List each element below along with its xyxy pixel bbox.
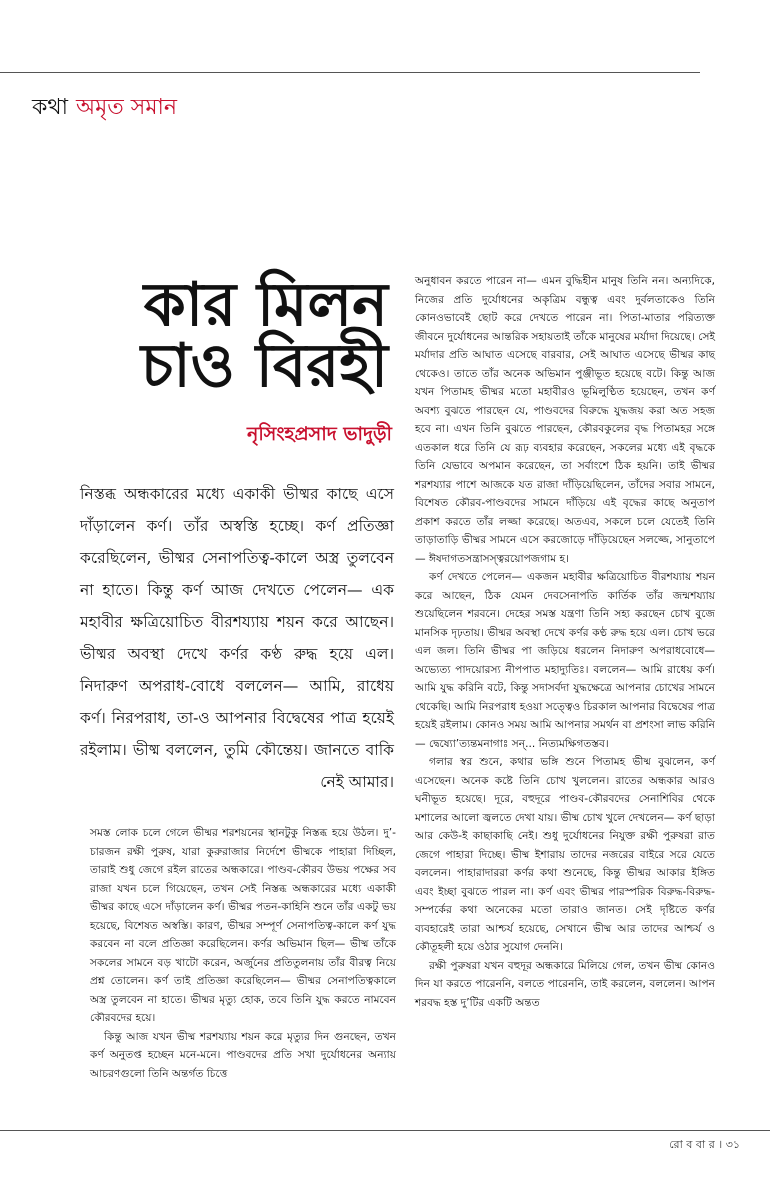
page-footer: রো ব বা র । ৩১	[669, 1138, 740, 1151]
body-paragraph: কর্ণ দেখতে পেলেন— একজন মহাবীর ক্ষত্রিয়োচিত বীরশয্যায় শয়ন করে আছেন, ঠিক যেমন দেবসেনাপতি কার্তিক তাঁর জন্মশয্যায় শুয়েছিলেন শরবনে। দেহের সমস্ত যন্ত্রণা তিনি সহ্য করছেন চোখ বুজে মানসিক দৃঢ়তায়। ভীষ্মর অবস্থা দেখে কর্ণর কণ্ঠ রুদ্ধ হয়ে এল। চোখ ভরে এল জল। তিনি ভীষ্মর পা জড়িয়ে ধরলেন নিদারুণ অপরাধবোধে— অভ্যেত্য পাদয়োরস্য নীপপাত মহাদ্যুতিঃ। বললেন— আমি রাধেয় কর্ণ। আমি যুদ্ধ করিনি বটে, কিন্তু সদাসর্বদা যুদ্ধক্ষেত্রে আপনার চোখের সামনে থেকেছি। আমি নিরপরাধ হওয়া সত্ত্বেও চিরকাল আপনার বিদ্বেষের পাত্র হয়েই রইলাম। কোনও সময় আমি আপনার সমর্থন বা প্রশংসা লাভ করিনি— দ্বেষ্যো’ত্যন্তমনাগাঃ সন্... নিত্যমক্ষিগতস্তব।	[415, 571, 715, 750]
left-body-column	[90, 824, 396, 1083]
headline-line1: কার মিলন	[143, 270, 388, 340]
article-headline	[120, 270, 388, 402]
lead-paragraph: নিস্তব্ধ অন্ধকারের মধ্যে একাকী ভীষ্মর কাছে এসে দাঁড়ালেন কর্ণ। তাঁর অস্বস্তি হচ্ছে। কর্ণ প্রতিজ্ঞা করেছিলেন, ভীষ্মর সেনাপতিত্ব-কালে অস্ত্র তুলবেন না হাতে। কিন্তু কর্ণ আজ দেখতে পেলেন— এক মহাবীর ক্ষত্রিয়োচিত বীরশয্যায় শয়ন করে আছেন। ভীষ্মর অবস্থা দেখে কর্ণর কণ্ঠ রুদ্ধ হয়ে এল। নিদারুণ অপরাধ-বোধে বললেন— আমি, রাধেয় কর্ণ। নিরপরাধ, তা-ও আপনার বিদ্বেষের পাত্র হয়েই রইলাম। ভীষ্ম বললেন, তুমি কৌন্তেয়। জানতে বাকি নেই আমার।	[80, 485, 394, 791]
section-label	[32, 90, 177, 127]
top-divider	[0, 72, 700, 73]
bottom-divider	[0, 1130, 770, 1131]
body-paragraph: সমস্ত লোক চলে গেলে ভীষ্মর শরশয়নের স্থানটুকু নিস্তব্ধ হয়ে উঠল। দু’-চারজন রক্ষী পুরুষ, যারা কুরুরাজার নির্দেশে ভীষ্মকে পাহারা দিচ্ছিল, তারাই শুধু জেগে রইল রাতের অন্ধকারে। পাণ্ডব-কৌরব উভয় পক্ষের সব রাজা যখন চলে গিয়েছেন, তখন সেই নিস্তব্ধ অন্ধকারের মধ্যে একাকী ভীষ্মর কাছে এসে দাঁড়ালেন কর্ণ। ভীষ্মর পতন-কাহিনি শুনে তাঁর একটু ভয় হয়েছে, বিশেষত অস্বস্তি। কারণ, ভীষ্মর সম্পূর্ণ সেনাপতিত্ব-কালে কর্ণ যুদ্ধ করবেন না বলে প্রতিজ্ঞা করেছিলেন। কর্ণর অভিমান ছিল— ভীষ্ম তাঁকে সকলের সামনে বড় খাটো করেন, অর্জুনের প্রতিতুলনায় তাঁর বীরত্ব নিয়ে প্রশ্ন তোলেন। কর্ণ তাই প্রতিজ্ঞা করেছিলেন— ভীষ্মর সেনাপতিত্বকালে অস্ত্র তুলবেন না হাতে। ভীষ্মর মৃত্যু হোক, তবে তিনি যুদ্ধ করতে নামবেন কৌরবদের হয়ে।	[90, 827, 396, 1024]
body-paragraph: রক্ষী পুরুষরা যখন বহুদূর অন্ধকারে মিলিয়ে গেল, তখন ভীষ্ম কোনও দিন যা করতে পারেননি, বলতে পারেননি, তাই করলেন, বললেন। আপন শরবদ্ধ হস্ত দু’টির একটি অন্তত	[415, 959, 715, 1009]
body-paragraph: গলার স্বর শুনে, কথার ভঙ্গি শুনে পিতামহ ভীষ্ম বুঝলেন, কর্ণ এসেছেন। অনেক কষ্টে তিনি চোখ খুললেন। রাতের অন্ধকার আরও ঘনীভূত হয়েছে। দূরে, বহুদূরে পাণ্ডব-কৌরবদের সেনাশিবির থেকে মশালের আলো জ্বলতে দেখা যায়। ভীষ্ম চোখ খুলে দেখলেন— কর্ণ ছাড়া আর কেউ-ই কাছাকাছি নেই। শুধু দুর্যোধনের নিযুক্ত রক্ষী পুরুষরা রাত জেগে পাহারা দিচ্ছে। ভীষ্ম ইশারায় তাদের নজরের বাইরে সরে যেতে বললেন। পাহারাদাররা কর্ণর কথা শুনেছে, কিন্তু ভীষ্মর আকার ইঙ্গিত এবং ইচ্ছা বুঝতে পারল না। কর্ণ এবং ভীষ্মর পারস্পরিক বিরুদ্ধ-বিরুদ্ধ-সম্পর্কের কথা অনেকের মতো তারাও জানত। সেই দৃষ্টিতে কর্ণর ব্যবহারেই তারা আশ্চর্য হয়েছে, সেখানে ভীষ্ম আর তাদের আশ্চর্য ও কৌতূহলী হয়ে ওঠার সুযোগ দেননি।	[415, 756, 715, 953]
section-label-word2: অমৃত সমান	[76, 95, 178, 120]
section-label-word1: কথা	[32, 95, 69, 120]
author-byline: নৃসিংহপ্রসাদ ভাদুড়ী	[247, 423, 392, 445]
body-paragraph: অনুধাবন করতে পারেন না— এমন বুদ্ধিহীন মানুষ তিনি নন। অন্যদিকে, নিজের প্রতি দুর্যোধনের অকৃত্রিম বন্ধুত্ব এবং দুর্বলতাকেও তিনি কোনওভাবেই ছোট করে দেখতে পারেন না। পিতা-মাতার পরিত্যক্ত জীবনে দুর্যোধনের আন্তরিক সহায়তাই তাঁকে মানুষের মর্যাদা দিয়েছে। সেই মর্যাদার প্রতি আঘাত এসেছে বারবার, সেই আঘাত এসেছে ভীষ্মর কাছ থেকেও। তাতে তাঁর অনেক অভিমান পুঞ্জীভূত হয়েছে বটে। কিন্তু আজ যখন পিতামহ ভীষ্মর মতো মহাবীরও ভূমিলুণ্ঠিত হয়েছেন, তখন কর্ণ অবশ্য বুঝতে পারছেন যে, পাণ্ডবদের বিরুদ্ধে যুদ্ধজয় করা অত সহজ হবে না। এখন তিনি বুঝতে পারছেন, কৌরবকুলের বৃদ্ধ পিতামহর সঙ্গে এতকাল ধরে তিনি যে রূঢ় ব্যবহার করেছেন, সকলের মধ্যে এই বৃদ্ধকে তিনি যেভাবে অপমান করেছেন, তা সর্বাংশে ঠিক হয়নি। তাই ভীষ্মর শরশয্যার পাশে আজকে যত রাজা দাঁড়িয়েছিলেন, তাঁদের সবার সামনে, বিশেষত কৌরব-পাণ্ডবদের সামনে দাঁড়িয়ে এই বৃদ্ধের কাছে অনুতাপ প্রকাশ করতে তাঁর লজ্জা করেছে। অতএব, সকলে চলে যেতেই তিনি তাড়াতাড়ি ভীষ্মর সামনে এসে করজোড়ে দাঁড়িয়েছেন সলজ্জে, সানুতাপে— ঈষদাগতসন্ত্রাসস্ত্বরয়োপজগাম হ।	[415, 275, 715, 565]
body-paragraph: কিন্তু আজ যখন ভীষ্ম শরশয্যায় শয়ন করে মৃত্যুর দিন গুনছেন, তখন কর্ণ অনুতপ্ত হচ্ছেন মনে-মনে। পাণ্ডবদের প্রতি সখা দুর্যোধনের অন্যায় আচরণগুলো তিনি অন্তর্গত চিত্তে	[90, 1030, 396, 1080]
headline-line2: চাও বিরহী	[140, 331, 388, 402]
right-body-column	[415, 272, 715, 1012]
